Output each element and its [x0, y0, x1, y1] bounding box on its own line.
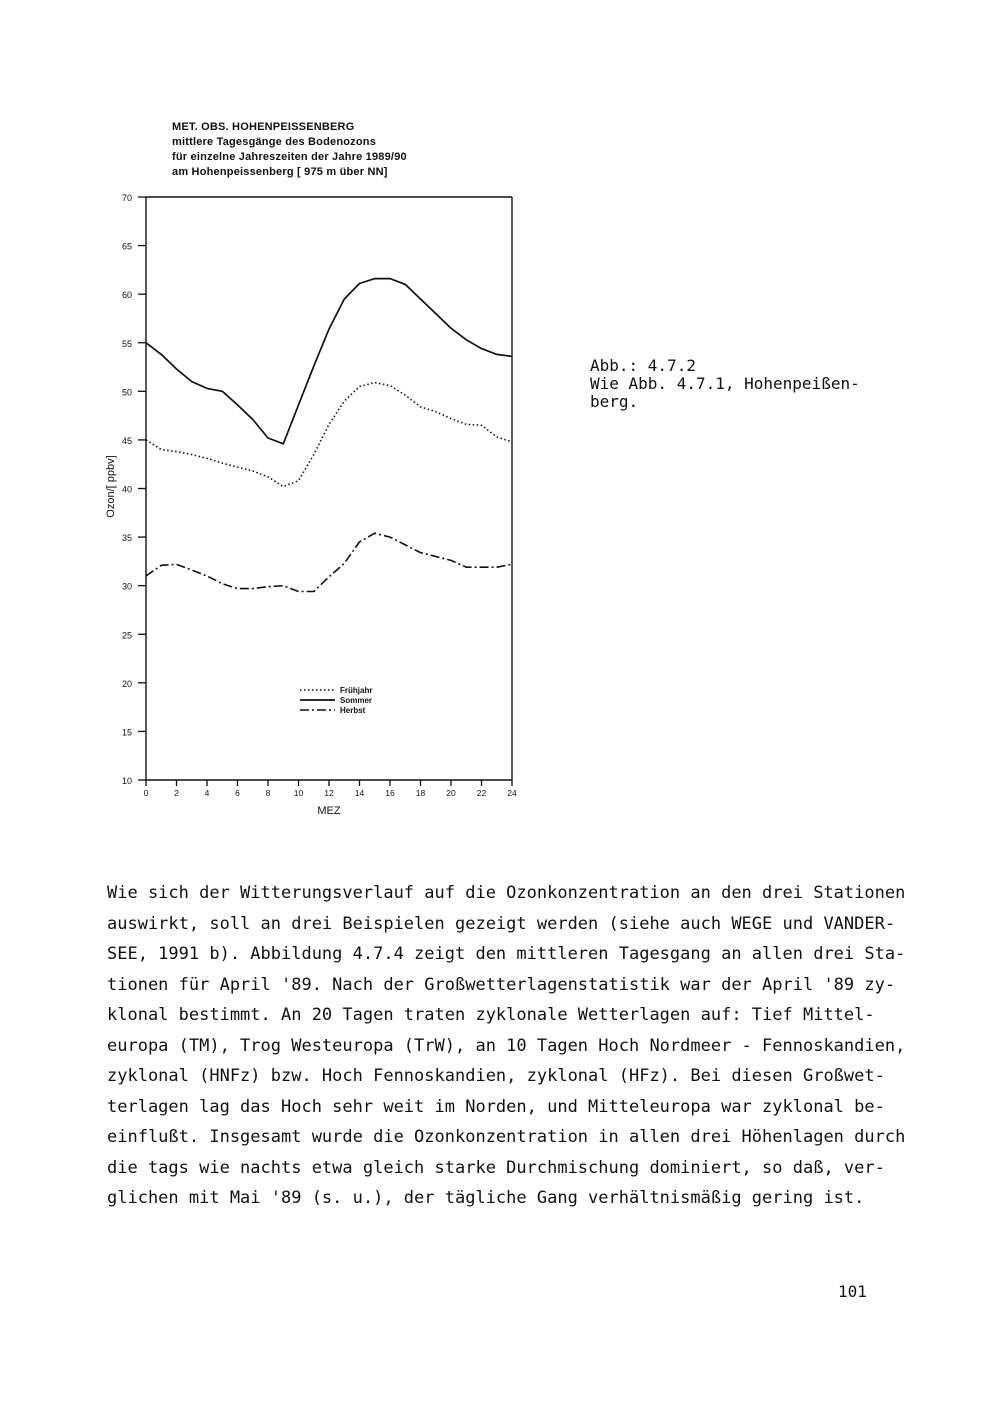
x-tick-label: 22 — [476, 788, 487, 798]
caption-line-3: berg. — [590, 392, 639, 411]
x-tick-label: 10 — [293, 788, 304, 798]
body-line: glichen mit Mai '89 (s. u.), der tägliche Gang verhältnismäßig gering ist. — [107, 1188, 865, 1208]
x-tick-label: 16 — [385, 788, 395, 798]
x-tick-label: 0 — [143, 788, 149, 798]
chart-title-line-1: MET. OBS. HOHENPEISSENBERG — [172, 121, 355, 133]
x-tick-label: 8 — [265, 788, 271, 798]
y-tick-label: 15 — [121, 727, 132, 738]
y-tick-label: 35 — [121, 533, 132, 544]
figure-caption — [590, 357, 920, 411]
y-tick-label: 50 — [121, 387, 132, 398]
body-line: SEE, 1991 b). Abbildung 4.7.4 zeigt den mittleren Tagesgang an allen drei Sta- — [107, 944, 906, 964]
y-tick-label: 10 — [121, 776, 132, 786]
x-tick-label: 14 — [354, 788, 365, 798]
body-line: europa (TM), Trog Westeuropa (TrW), an 10 Tagen Hoch Nordmeer - Fennoskandien, — [107, 1035, 906, 1056]
y-tick-label: 20 — [121, 678, 132, 689]
y-axis-label: Ozon/[ ppbv] — [105, 455, 117, 518]
x-tick-label: 12 — [324, 788, 334, 798]
page-number: 101 — [838, 1282, 867, 1301]
body-line: Wie sich der Witterungsverlauf auf die Ozonkonzentration an den drei Stationen — [107, 883, 906, 903]
y-tick-label: 45 — [121, 435, 132, 446]
y-tick-label: 30 — [121, 581, 132, 592]
series-line-sommer — [146, 279, 512, 444]
x-tick-label: 6 — [235, 788, 240, 798]
body-line: tionen für April '89. Nach der Großwetterlagenstatistik war der April '89 zy- — [107, 974, 896, 995]
body-line: einflußt. Insgesamt wurde die Ozonkonzentration in allen drei Höhenlagen durch — [107, 1127, 906, 1147]
body-line: terlagen lag das Hoch sehr weit im Norden, und Mitteleuropa war zyklonal be- — [107, 1096, 885, 1117]
series-line-frhjahr — [146, 383, 512, 487]
legend-label: Sommer — [340, 696, 373, 705]
y-tick-label: 70 — [121, 193, 132, 203]
body-line: die tags wie nachts etwa gleich starke Durchmischung dominiert, so daß, ver- — [107, 1157, 885, 1178]
legend-label: Frühjahr — [340, 686, 373, 695]
y-tick-label: 40 — [121, 484, 132, 495]
chart-title-line-3: für einzelne Jahreszeiten der Jahre 1989/90 — [172, 151, 407, 163]
x-tick-label: 4 — [204, 788, 210, 798]
x-tick-label: 20 — [446, 788, 456, 798]
body-paragraph — [107, 878, 906, 1214]
x-tick-label: 24 — [507, 788, 517, 798]
x-tick-label: 18 — [415, 788, 426, 798]
chart-title-line-2: mittlere Tagesgänge des Bodenozons — [172, 136, 377, 148]
y-tick-label: 60 — [121, 290, 132, 301]
x-tick-label: 2 — [174, 788, 179, 798]
series-line-herbst — [146, 533, 512, 591]
legend-label: Herbst — [340, 706, 366, 715]
x-axis-label: MEZ — [317, 805, 341, 817]
y-tick-label: 65 — [121, 241, 132, 252]
caption-line-2: Wie Abb. 4.7.1, Hohenpeißen- — [590, 374, 860, 393]
body-line: zyklonal (HNFz) bzw. Hoch Fennoskandien, zyklonal (HFz). Bei diesen Großwet- — [107, 1066, 885, 1086]
y-tick-label: 25 — [121, 630, 132, 641]
caption-line-1: Abb.: 4.7.2 — [590, 356, 696, 375]
body-line: auswirkt, soll an drei Beispielen gezeigt werden (siehe auch WEGE und VANDER- — [107, 913, 896, 934]
y-tick-label: 55 — [121, 338, 132, 349]
body-line: klonal bestimmt. An 20 Tagen traten zyklonale Wetterlagen auf: Tief Mittel- — [107, 1005, 875, 1025]
chart-title-line-4: am Hohenpeissenberg [ 975 m über NN] — [172, 166, 388, 178]
